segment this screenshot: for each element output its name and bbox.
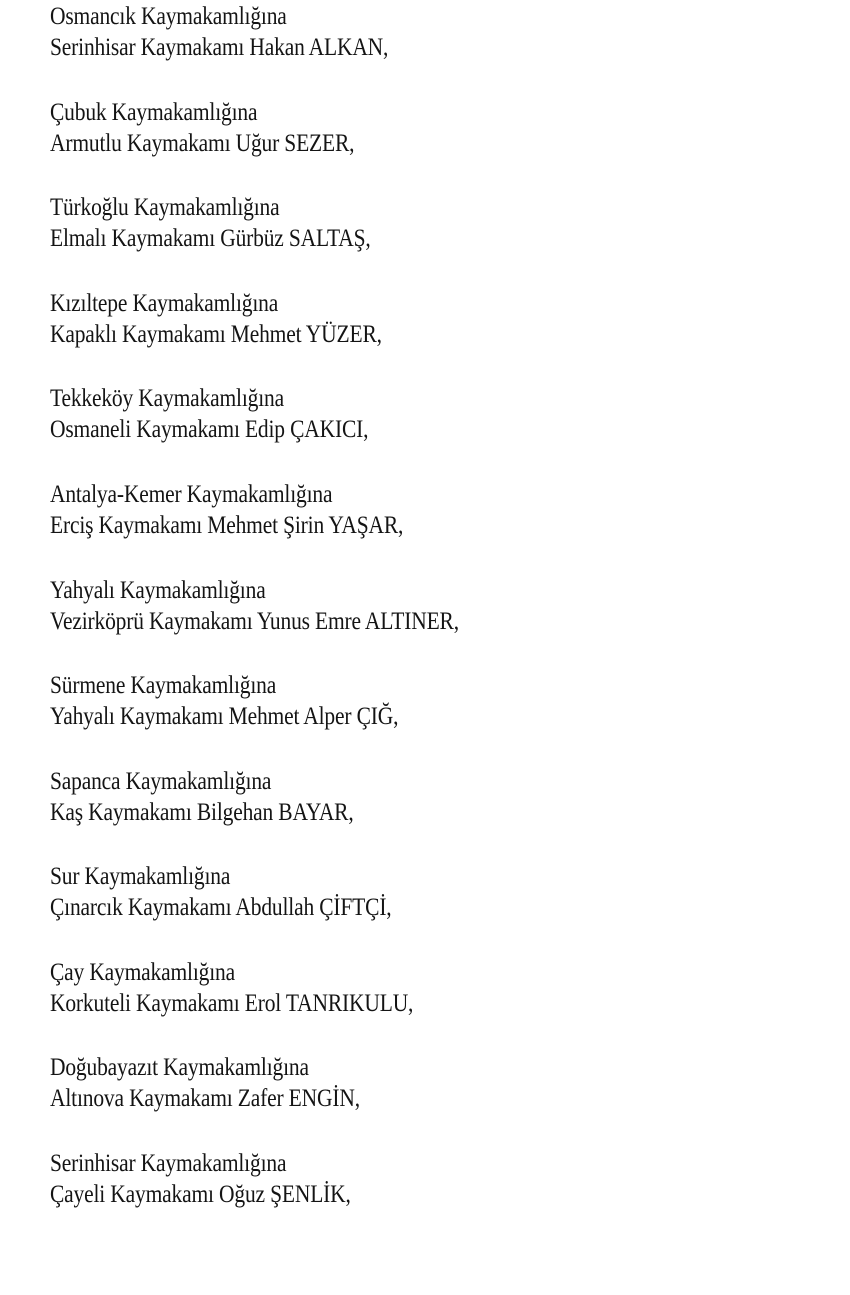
appointment-post: Türkoğlu Kaymakamlığına xyxy=(50,194,280,221)
appointment-post: Tekkeköy Kaymakamlığına xyxy=(50,385,284,412)
appointment-appointee: Serinhisar Kaymakamı Hakan ALKAN, xyxy=(50,34,389,61)
appointment-entry xyxy=(50,957,810,1019)
appointment-entry xyxy=(50,1148,810,1210)
appointment-appointee: Armutlu Kaymakamı Uğur SEZER, xyxy=(50,130,355,157)
appointment-entry xyxy=(50,97,810,159)
appointment-post: Doğubayazıt Kaymakamlığına xyxy=(50,1054,309,1081)
appointment-post: Antalya-Kemer Kaymakamlığına xyxy=(50,481,333,508)
appointment-appointee: Yahyalı Kaymakamı Mehmet Alper ÇIĞ, xyxy=(50,703,399,730)
appointment-appointee: Kaş Kaymakamı Bilgehan BAYAR, xyxy=(50,799,354,826)
appointment-entry xyxy=(50,766,810,828)
appointment-post: Sapanca Kaymakamlığına xyxy=(50,768,272,795)
appointment-appointee: Korkuteli Kaymakamı Erol TANRIKULU, xyxy=(50,990,414,1017)
appointment-appointee: Çayeli Kaymakamı Oğuz ŞENLİK, xyxy=(50,1181,351,1208)
appointment-entry xyxy=(50,288,810,350)
appointment-post: Yahyalı Kaymakamlığına xyxy=(50,577,266,604)
appointment-entry xyxy=(50,670,810,732)
appointment-entry xyxy=(50,192,810,254)
appointment-appointee: Erciş Kaymakamı Mehmet Şirin YAŞAR, xyxy=(50,512,404,539)
appointment-entry xyxy=(50,1,810,63)
appointment-entry xyxy=(50,861,810,923)
appointment-entry xyxy=(50,479,810,541)
appointment-appointee: Osmaneli Kaymakamı Edip ÇAKICI, xyxy=(50,416,369,443)
appointment-post: Çay Kaymakamlığına xyxy=(50,959,235,986)
appointment-entry xyxy=(50,383,810,445)
appointment-appointee: Altınova Kaymakamı Zafer ENGİN, xyxy=(50,1085,360,1112)
appointment-appointee: Kapaklı Kaymakamı Mehmet YÜZER, xyxy=(50,321,382,348)
appointment-entry xyxy=(50,1052,810,1114)
appointment-entry xyxy=(50,575,810,637)
appointment-post: Sürmene Kaymakamlığına xyxy=(50,672,277,699)
appointment-post: Çubuk Kaymakamlığına xyxy=(50,99,258,126)
appointment-post: Kızıltepe Kaymakamlığına xyxy=(50,290,279,317)
appointment-post: Serinhisar Kaymakamlığına xyxy=(50,1150,287,1177)
appointment-post: Osmancık Kaymakamlığına xyxy=(50,3,287,30)
appointment-appointee: Çınarcık Kaymakamı Abdullah ÇİFTÇİ, xyxy=(50,894,392,921)
appointment-post: Sur Kaymakamlığına xyxy=(50,863,231,890)
appointment-appointee: Vezirköprü Kaymakamı Yunus Emre ALTINER, xyxy=(50,608,459,635)
appointment-appointee: Elmalı Kaymakamı Gürbüz SALTAŞ, xyxy=(50,225,371,252)
